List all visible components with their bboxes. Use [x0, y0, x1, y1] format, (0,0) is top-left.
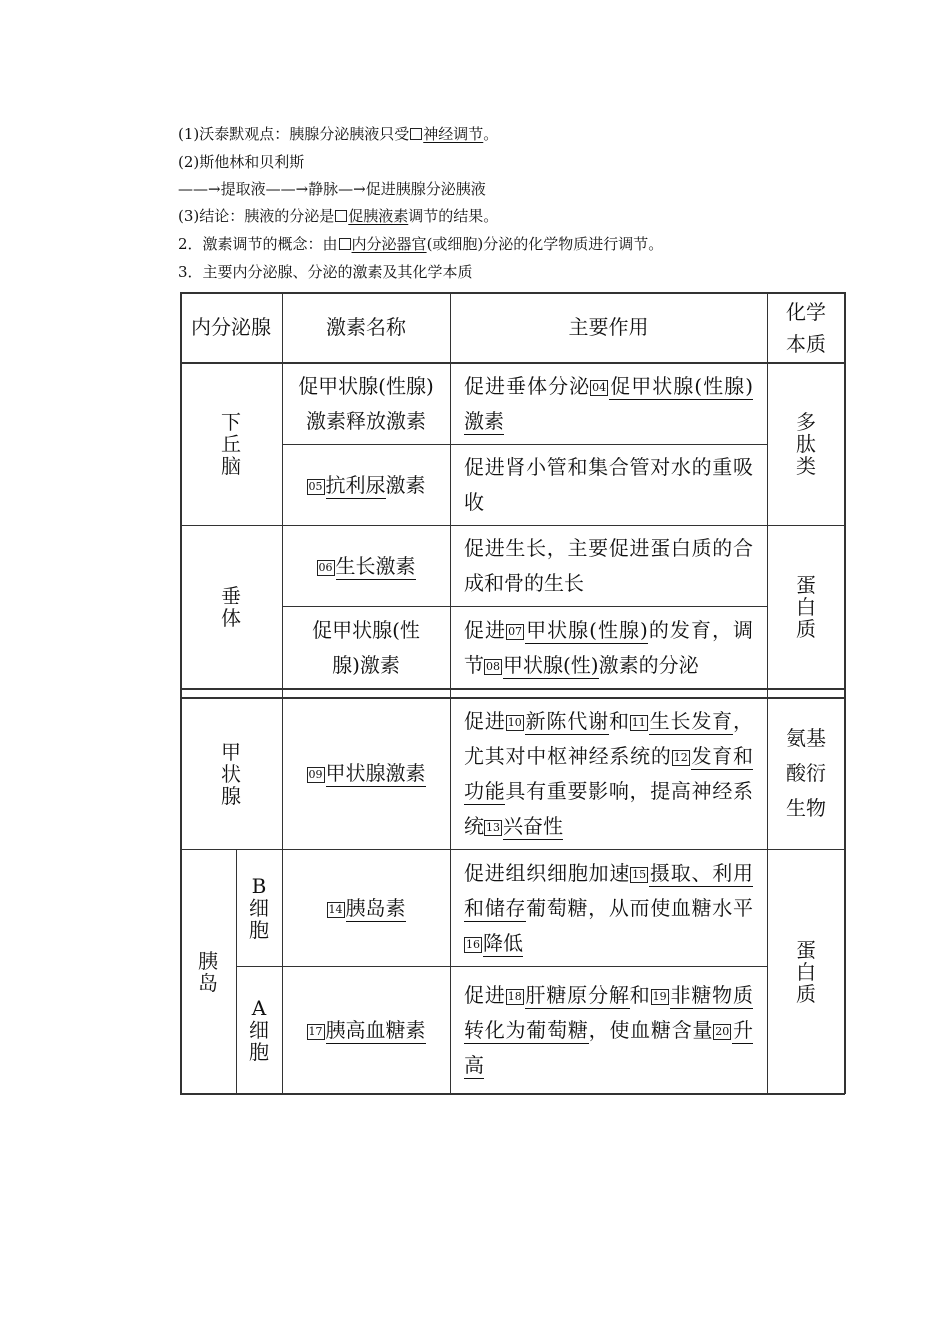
header-hormone-name: 激素名称 [326, 315, 406, 339]
paragraph-6: 3．主要内分泌腺、分泌的激素及其化学本质 [178, 263, 473, 281]
b-cell-label: B细胞 [249, 874, 269, 942]
paragraph-1: (1)沃泰默观点：胰腺分泌胰液只受 神经调节。 [178, 125, 499, 143]
header-chemistry: 化学本质 [786, 299, 826, 356]
answer-box [410, 128, 422, 140]
answer-2: 促胰液素 [348, 207, 409, 225]
paragraph-5: 2．激素调节的概念：由 内分泌器官(或细胞)分泌的化学物质进行调节。 [178, 235, 664, 253]
hormone-tsh: 促甲状腺(性腺)激素 [312, 617, 420, 677]
hormone-glucagon: 17 胰高血糖素 [308, 1017, 426, 1042]
gland-hypothalamus: 下丘脑 [221, 410, 241, 478]
function-glucagon: 促进 18 肝糖原分解和 19 非糖物质转化为葡萄糖，使血糖含量 20 升高 [464, 982, 754, 1077]
header-gland: 内分泌腺 [191, 315, 271, 339]
hormone-gh: 06 生长激素 [318, 553, 416, 578]
hormone-adh: 05 抗利尿激素 [308, 472, 426, 497]
answer-box [339, 238, 351, 250]
chem-thyroid: 氨基酸衍生物 [786, 726, 826, 820]
chem-hypothalamus: 多肽类 [796, 410, 816, 478]
chem-pituitary: 蛋白质 [796, 573, 816, 641]
a-cell-label: A细胞 [249, 996, 269, 1064]
hormone-insulin: 14 胰岛素 [328, 895, 406, 920]
answer-box [335, 210, 347, 222]
gland-pancreas: 胰岛 [198, 948, 218, 995]
function-thyroxine: 促进 10 新陈代谢和 11 生长发育，尤其对中枢神经系统的 12 发育和功能具有重要影响，提高神经系统 13 兴奋性 [464, 708, 754, 838]
function-gh: 促进生长，主要促进蛋白质的合成和骨的生长 [464, 536, 753, 595]
function-trh: 促进垂体分泌 04 促甲状腺(性腺)激素 [464, 373, 754, 433]
function-adh: 促进肾小管和集合管对水的重吸收 [464, 455, 753, 514]
header-function: 主要作用 [568, 315, 649, 339]
hormone-trh: 促甲状腺(性腺)激素释放激素 [298, 373, 434, 433]
function-insulin: 促进组织细胞加速 15 摄取、利用和储存葡萄糖，从而使血糖水平16 降低 [464, 860, 754, 955]
chem-pancreas: 蛋白质 [796, 937, 816, 1006]
paragraph-2: (2)斯他林和贝利斯 [178, 153, 305, 171]
hormone-thyroxine: 09 甲状腺激素 [308, 761, 426, 785]
function-tsh: 促进 07 甲状腺(性腺)的发育，调节 08 甲状腺(性)激素的分泌 [464, 617, 754, 677]
gland-thyroid: 甲状腺 [221, 739, 241, 808]
answer-3: 内分泌器官 [351, 235, 427, 253]
paragraph-4: (3)结论：胰液的分泌是 促胰液素调节的结果。 [178, 207, 499, 225]
gland-pituitary: 垂体 [221, 584, 241, 630]
answer-1: 神经调节 [423, 125, 484, 143]
paragraph-3: ——→提取液——→静脉—→促进胰腺分泌胰液 [178, 180, 486, 198]
